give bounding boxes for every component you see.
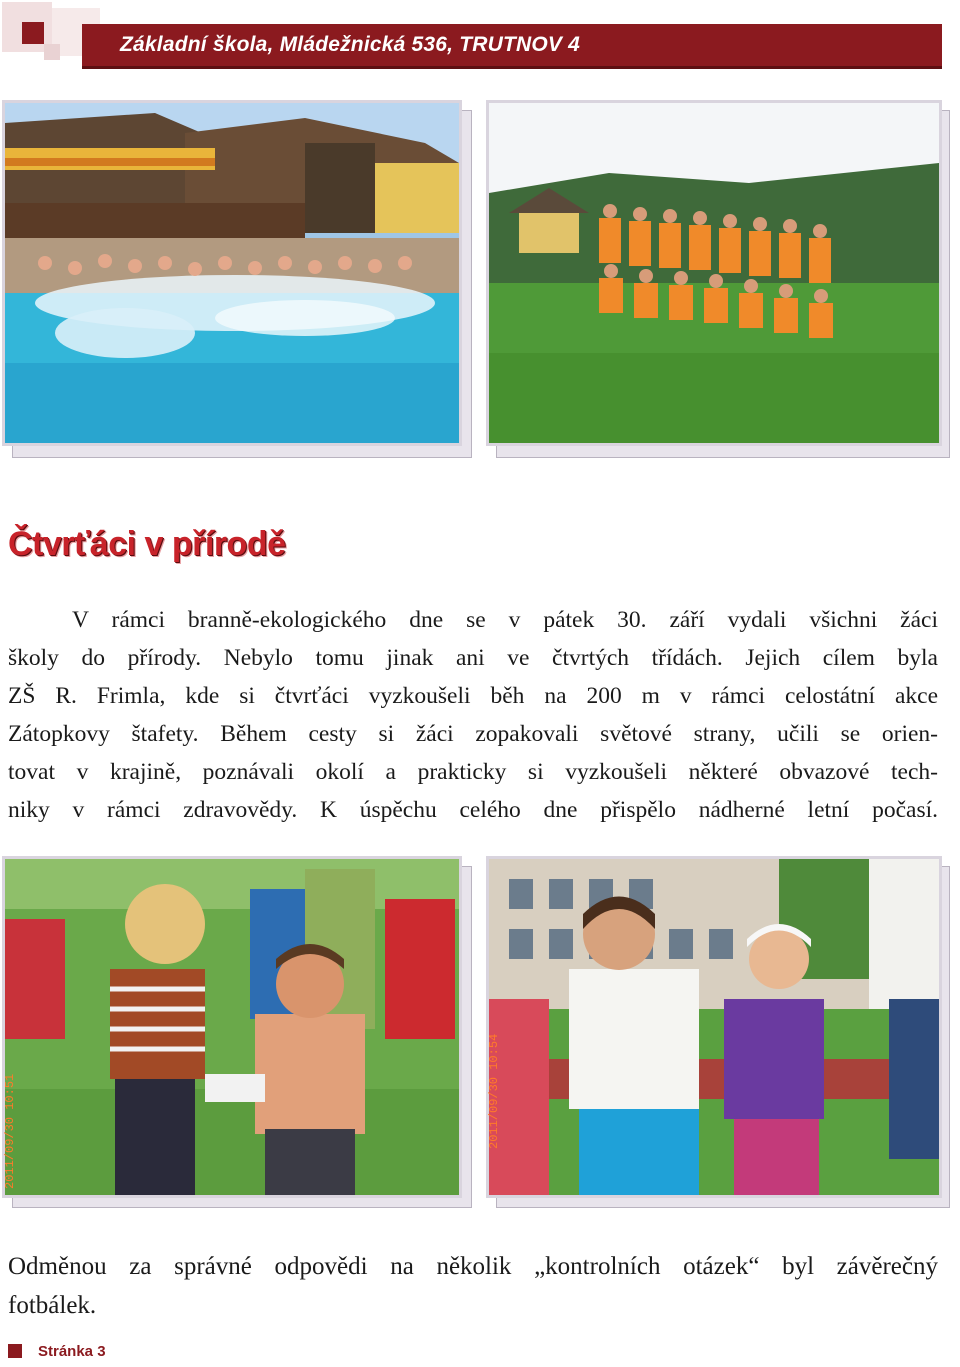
header-square-tiny (44, 44, 60, 60)
photo-pool-image (5, 103, 459, 443)
header-bar (82, 24, 942, 69)
photo-bandaging-image (5, 859, 459, 1195)
footer-line-2: fotbálek. (8, 1292, 97, 1319)
photo-scarf (486, 856, 942, 1198)
photo-group (486, 100, 942, 446)
article-line-3: ZŠ R. Frimla, kde si čtvrťáci vyzkoušeli běh na 200 m v rámci celostátní akce (8, 683, 938, 709)
photo-group-image (489, 103, 939, 443)
photo-bandaging-stamp: 2011/09/30 10:51 (3, 1073, 17, 1189)
article-line-2: školy do přírody. Nebylo tomu jinak ani ve čtvrtých třídách. Jejich cílem byla (8, 645, 938, 671)
article-title: Čtvrťáci v přírodě (8, 525, 286, 563)
page-marker (8, 1344, 22, 1358)
article-line-5: tovat v krajině, poznávali okolí a prakticky si vyzkoušeli některé obvazové tech- (8, 759, 938, 785)
article-line-4: Zátopkovy štafety. Během cesty si žáci zopakovali světové strany, učili se orien- (8, 721, 938, 747)
footer-line-1: Odměnou za správné odpovědi na několik „kontrolních otázek“ byl závěrečný (8, 1253, 938, 1280)
page-number-label: Stránka 3 (38, 1343, 106, 1360)
article-line-6: niky v rámci zdravovědy. K úspěchu celého dne přispělo nádherné letní počasí. (8, 797, 938, 823)
photo-scarf-image (489, 859, 939, 1195)
photo-scarf-stamp: 2011/09/30 10:54 (487, 1033, 501, 1149)
photo-bandaging (2, 856, 462, 1198)
photo-pool (2, 100, 462, 446)
header-square-accent (22, 22, 44, 44)
header-title: Základní škola, Mládežnická 536, TRUTNOV 4 (120, 33, 581, 56)
article-line-1: V rámci branně-ekologického dne se v pátek 30. září vydali všichni žáci (72, 607, 938, 633)
